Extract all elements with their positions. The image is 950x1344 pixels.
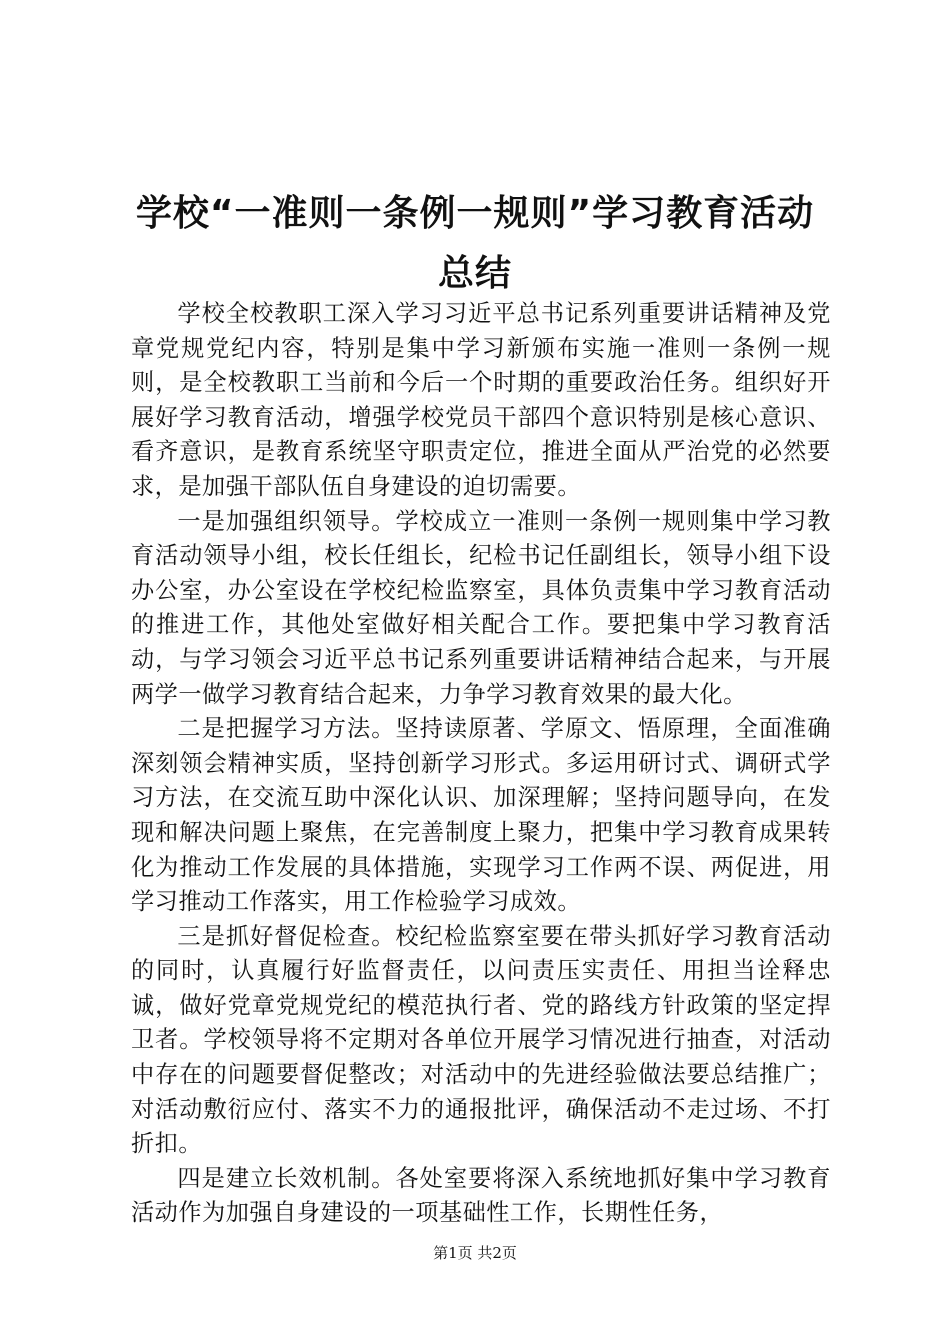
paragraph-mechanism: 四是建立长效机制。各处室要将深入系统地抓好集中学习教育活动作为加强自身建设的一项基础性工作，长期性任务， [131, 1164, 831, 1227]
paragraph-organization: 一是加强组织领导。学校成立一准则一条例一规则集中学习教育活动领导小组，校长任组长，纪检书记任副组长，领导小组下设办公室，办公室设在学校纪检监察室，具体负责集中学习教育活动的推进工作，其他处室做好相关配合工作。要把集中学习教育活动，与学习领会习近平总书记系列重要讲话精神结合起来，与开展两学一做学习教育结合起来，力争学习教育效果的最大化。 [131, 507, 831, 708]
paragraph-intro: 学校全校教职工深入学习习近平总书记系列重要讲话精神及党章党规党纪内容，特别是集中学习新颁布实施一准则一条例一规则，是全校教职工当前和今后一个时期的重要政治任务。组织好开展好学习教育活动，增强学校党员干部四个意识特别是核心意识、看齐意识，是教育系统坚守职责定位，推进全面从严治党的必然要求，是加强干部队伍自身建设的迫切需要。 [131, 300, 831, 500]
paragraph-methods: 二是把握学习方法。坚持读原著、学原文、悟原理，全面准确深刻领会精神实质，坚持创新学习形式。多运用研讨式、调研式学习方法，在交流互助中深化认识、加深理解；坚持问题导向，在发现和解决问题上聚焦，在完善制度上聚力，把集中学习教育成果转化为推动工作发展的具体措施，实现学习工作两不误、两促进，用学习推动工作落实，用工作检验学习成效。 [131, 715, 831, 916]
document-title: 学校“一准则一条例一规则”学习教育活动总结 [135, 193, 815, 295]
paragraph-supervision: 三是抓好督促检查。校纪检监察室要在带头抓好学习教育活动的同时，认真履行好监督责任，以问责压实责任、用担当诠释忠诚，做好党章党规党纪的模范执行者、党的路线方针政策的坚定捍卫者。学校领导将不定期对各单位开展学习情况进行抽查，对活动中存在的问题要督促整改；对活动中的先进经验做法要总结推广；对活动敷衍应付、落实不力的通报批评，确保活动不走过场、不打折扣。 [131, 922, 831, 1158]
document-body [131, 297, 831, 1231]
page-footer: 第1页 共2页 [433, 1244, 517, 1262]
